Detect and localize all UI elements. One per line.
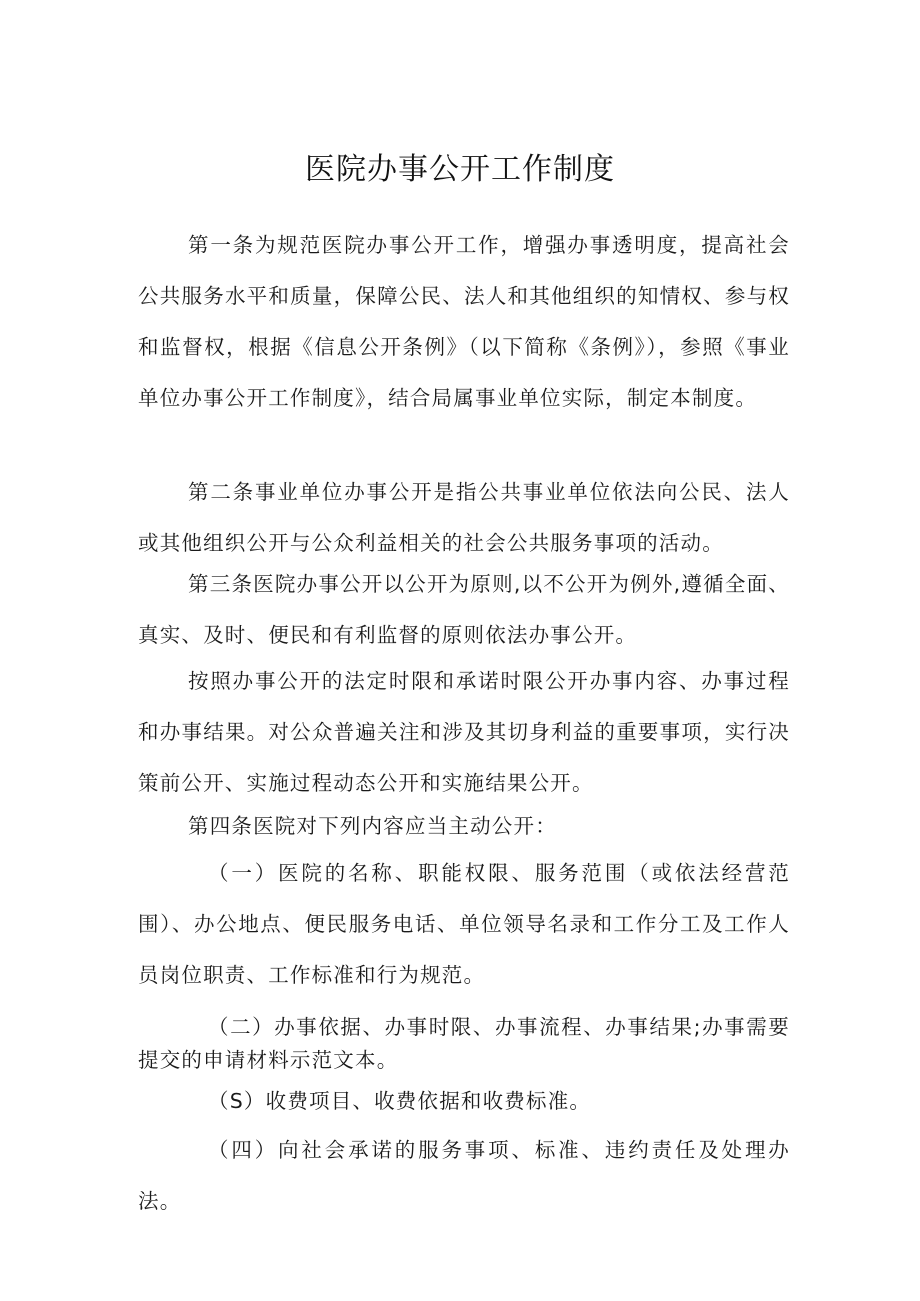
list-item-4: （四）向社会承诺的服务事项、标准、违约责任及处理办法。 [138, 1138, 790, 1213]
list-item-3: （S）收费项目、收费依据和收费标准。 [208, 1089, 592, 1113]
paragraph-disclosure-timing: 按照办事公开的法定时限和承诺时限公开办事内容、办事过程和办事结果。对公众普遍关注和涉及其切身利益的重要事项，实行决策前公开、实施过程动态公开和实施结果公开。 [138, 669, 790, 795]
paragraph-article-3: 第三条医院办事公开以公开为原则,以不公开为例外,遵循全面、真实、及时、便民和有利监督的原则依法办事公开。 [138, 572, 790, 647]
paragraph-article-2: 第二条事业单位办事公开是指公共事业单位依法向公民、法人或其他组织公开与公众利益相关的社会公共服务事项的活动。 [138, 480, 790, 555]
list-item-2: （二）办事依据、办事时限、办事流程、办事结果;办事需要提交的申请材料示范文本。 [138, 1015, 790, 1072]
list-item-1: （一）医院的名称、职能权限、服务范围（或依法经营范围）、办公地点、便民服务电话、单位领导名录和工作分工及工作人员岗位职责、工作标准和行为规范。 [138, 861, 790, 987]
paragraph-article-1: 第一条为规范医院办事公开工作，增强办事透明度，提高社会公共服务水平和质量，保障公民、法人和其他组织的知情权、参与权和监督权，根据《信息公开条例》（以下简称《条例》），参照《事业单位办事公开工作制度》，结合局属事业单位实际，制定本制度。 [138, 233, 790, 410]
paragraph-article-4: 第四条医院对下列内容应当主动公开： [188, 814, 557, 838]
document-title: 医院办事公开工作制度 [305, 152, 615, 187]
